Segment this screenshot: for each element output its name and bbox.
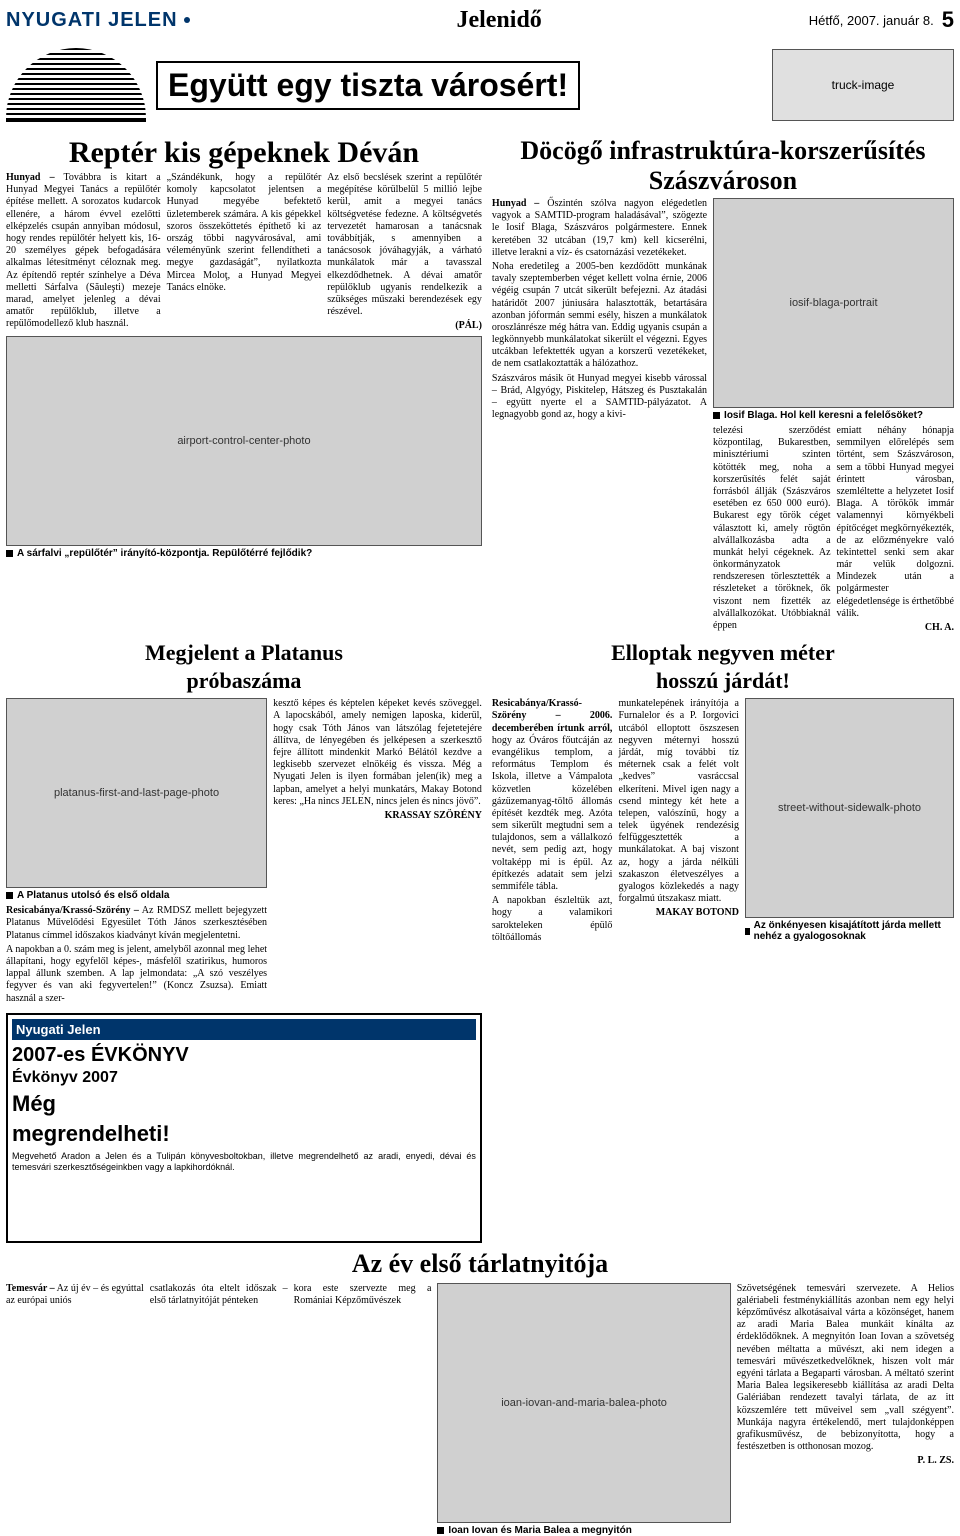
infra-col1-intro-text: Őszintén szólva nagyon elégedetlen vagyok a SAMTID-program haladásával”, szögezte le Iosif Blaga, Szászváros polgármestere. Ennek keretében 32 utcában (19,7 km) kell kicserélni, illetve lerakni a víz- és csatornázási vezetékeket. — [491, 198, 708, 258]
airport-col2-text: „Szándékunk, hogy a repülőtér komoly kapcsolatot jelentsen a Hunyad megyébe befektető üzletemberek számára. A kis gépekkel szoros összeköttetés építhető ki az ország többi nagyvárosával, ami véleményünk szerint fellendítheti a megye gazdaságát”, nyilatkozta Mircea Moloţ, a Hunyad Megyei Tanács elnöke. — [166, 172, 322, 293]
caption-marker-icon — [6, 892, 13, 899]
infra-byline: CH. A. — [924, 622, 954, 633]
infra-col3-text: emiatt néhány hónapja semmilyen előrelépés sem történt, sem Szászvároson, sem a többi Hunyad megyei érintett városban, szemléltette a helyzetet Iosif Blaga. A törökök immár valamennyi környékbeli építőcéget megkörnyékezték, de az előzményekre való tekintettel senki sem akar már velük dolgozni. Mindezek után a polgármester elégedetlensége is érthetőbbé válik. — [836, 425, 954, 619]
infra-col-1 — [492, 198, 707, 634]
infra-col1-rest: Noha eredetileg a 2005-ben kezdődött munkának tavaly szeptemberben véget kellett volna érnie, 2006 végéig csupán 7 utcát sikerült befejezni. Az átadási határidőt 2007 júniusára halasztották, betartására azonban jóformán semmi esély, hiszen a munkálatok oroszlánrésze még hátra van. Eddig ugyanis csupán a legkönnyebb munkálatokat sikerült el végezni. Egyes utcákban lefektették ugyan a korszerű vezetékeket, de nem csatlakoztatták a hálózathoz. — [491, 260, 708, 370]
exhibition-col-1 — [6, 1283, 144, 1536]
yearbook-ad-subtitle: Évkönyv 2007 — [12, 1068, 118, 1086]
infra-col1-tail: Szászváros másik öt Hunyad megyei kisebb várossal – Brád, Algyógy, Piskitelep, Hátszeg és Pusztakalán – együtt nyerte el a SAMTID-pályázatot. A legnagyobb gond az, hogy a kivi- — [491, 372, 708, 421]
caption-marker-icon — [6, 550, 13, 557]
platanus-col1-location: Resicabánya/Krassó-Szörény – — [6, 905, 139, 917]
exhibition-photo: ioan-iovan-and-maria-balea-photo — [437, 1283, 730, 1523]
yearbook-ad-cta-line2: megrendelheti! — [12, 1120, 170, 1146]
infra-photo: iosif-blaga-portrait — [713, 198, 954, 408]
infra-col1-location: Hunyad – — [491, 198, 540, 209]
platanus-col-1 — [6, 905, 267, 1005]
exhibition-caption-text: Ioan Iovan és Maria Balea a megnyitón — [448, 1524, 632, 1536]
airport-byline: (PÁL) — [455, 320, 482, 332]
stolen-col1-location: Resicabánya/Krassó-Szörény – 2006. decemberében írtunk arról, — [491, 698, 613, 734]
infra-photo-caption — [713, 410, 954, 421]
airport-article — [6, 136, 482, 634]
stolen-headline-line1: Elloptak negyven méter — [611, 640, 835, 666]
stolen-photo: street-without-sidewalk-photo — [745, 698, 954, 918]
platanus-photo-caption — [6, 890, 267, 901]
exhibition-left-columns — [6, 1283, 431, 1536]
airport-headline: Reptér kis gépeknek Déván — [68, 136, 420, 169]
platanus-col-2 — [273, 698, 482, 1007]
exhibition-col-3 — [294, 1283, 432, 1536]
airport-col1-para — [6, 172, 161, 330]
platanus-col1-rest: A napokban a 0. szám meg is jelent, amelyből azonnal meg lehet állapítani, hogy egyfelől képes-, másfelől szatirikus, humoros lappal állunk szemben. A lap jelmondata: „A szó veszélyes fegyver és van aki fegyvertelen!” (Koncz Zsuzsa). Emiatt használ a szer- — [6, 943, 268, 1004]
airport-col3-text: Az első becslések szerint a repülőtér megépítése körülbelül 5 millió lejbe kerül, amit a megyei tanács költségvetése fedezne. A költségvetés tervezetét hamarosan a tanácsnak továbbítják, s amennyiben a tanácsosok jóváhagyják, a várható munkálatok már a tavasszal elkezdődhetnek. A dévai amatőr repülőklub ugyanis rendelkezik a szükséges műszaki berendezések egy részével. — [327, 172, 482, 318]
yearbook-ad-header: Nyugati Jelen — [12, 1019, 476, 1040]
stolen-col1-intro-text: hogy az Óváros főutcáján az evangélikus templom, a református Templom és Iskola, illetve a Vámpalota közvetlen közelében gázüzemanyag-töltő állomás építését kezdték meg. Azóta sem sikerült megtudni sem a tulajdonos, sem a vállalkozó nevét, sem pedig azt, hogy voltaképp mi is épül. Az építkezés adatait sem jelzi semmiféle tábla. — [491, 734, 613, 892]
banner-slogan: Együtt egy tiszta városért! — [156, 61, 580, 110]
exhibition-byline: P. L. ZS. — [917, 1455, 954, 1467]
yearbook-ad-cta-line1: Még — [12, 1090, 56, 1116]
platanus-and-ad — [6, 640, 482, 1243]
platanus-photo-column — [6, 698, 267, 1007]
stolen-col-1 — [492, 698, 613, 946]
stolen-sidewalk-article — [492, 640, 954, 1243]
stolen-col1-intro — [492, 698, 613, 893]
airport-col1-location: Hunyad – — [6, 172, 55, 183]
yearbook-ad-title: 2007-es ÉVKÖNYV — [12, 1043, 189, 1066]
platanus-col1-intro-text: Az RMDSZ mellett bejegyzett Platanus Művelődési Egyesület Tóth János szerkesztésében Platanus címmel időszakos kiadványt kíván megjelentetni. — [6, 905, 268, 941]
page-layout — [6, 136, 954, 1536]
issue-date: Hétfő, 2007. január 8. — [808, 12, 934, 28]
banner-left — [6, 48, 580, 122]
airport-col-2 — [167, 172, 322, 332]
logo-text: NYUGATI JELEN — [6, 8, 178, 31]
infra-col-3 — [837, 425, 954, 634]
exhibition-col4-text: Szövetségének temesvári szervezete. A Helios galériabeli festménykiállítás azonban nem egy helyi képzőművész alkotásaival várta a közönséget, hanem az aradi Maria Balea munkáit kínálta az érdeklődőknek. A megnyitón Ioan Iovan a szövetség nevében méltatta a művészt, aki nem idegen a temesvári művészetkedvelőknek, hiszen volt már egyéni tárlata a Begaparti városban. A méltató szerint Maria Balea legsikeresebb kiállítása az aradi Delta Galériában rendezett tavalyi tárlata, de az itt közszemlére tett műveivel sem „vall szégyent”. Munkája nagyra értékelendő, mert tulajdonképpen grafikusművész, de bebizonyította, hogy a festészetben is otthonosan mozog. — [736, 1282, 954, 1453]
yearbook-ad-small-text: Megvehető Aradon a Jelen és a Tulipán könyvesboltokban, illetve megrendelhető az aradi, enyedi, dévai és temesvári szerkesztőségeinkben vagy a lapkihordóknál. — [12, 1150, 476, 1172]
logo-separator-icon — [184, 17, 190, 23]
exhibition-headline: Az év első tárlatnyitója — [351, 1248, 609, 1278]
banner-truck-image: truck-image — [772, 49, 954, 121]
yearbook-ad — [6, 1013, 482, 1243]
infra-headline: Döcögő infrastruktúra-korszerűsítés Szászvároson — [520, 136, 926, 195]
infra-lower-columns — [713, 425, 954, 634]
exhibition-col1-text: Az új év – és egyúttal az európai uniós — [6, 1282, 144, 1306]
banner-wave-icon — [6, 48, 146, 122]
platanus-headline-line2: próbaszáma — [186, 668, 302, 694]
infra-col-2 — [713, 425, 830, 634]
exhibition-col-2 — [150, 1283, 288, 1536]
stolen-text-columns — [492, 698, 739, 946]
stolen-col2-text: munkatelepének irányítója a Furnalelor és a P. Iorgovici utcából elloptott öszszesen negyven méternyi hosszú járdát, míg további tíz méternek csak a felét volt „kedves” vasráccsal elkeríteni. Mivel igen nagy a csend mintegy két hete a telepen, valószínű, hogy a telek ügyének rendezésig felfüggesztették a munkálatokat. A baj viszont az, hogy a járda nélküli szakaszon életveszélyes a gyalogos közlekedés a nagy forgalmú útszakasz miatt. — [618, 698, 739, 905]
exhibition-right-area — [437, 1283, 954, 1536]
stolen-headline-line2: hosszú járdát! — [656, 668, 790, 694]
infra-photo-column — [713, 198, 954, 634]
exhibition-col1-location: Temesvár – — [6, 1282, 55, 1294]
airport-col-3 — [327, 172, 482, 332]
platanus-article — [6, 640, 482, 1007]
infra-col2-text: telezési szerződést központilag, Bukarestben, minisztériumi szinten kötötték meg, noha a korszerűsítés felét saját forrásból állják (Szászváros esetében ez 650 000 euró). Bukarest egy török céget választott ki, amely rögtön alvállalkozásba adta a munkát helyi cégeknek. Az önkormányzatok rendszeresen törlesztették a részleteket a töröknek, ők viszont nem fizették az alvállalkozókat. Utóbbiaknál éppen — [713, 425, 831, 631]
masthead — [6, 4, 954, 36]
infra-top-row — [492, 198, 954, 634]
masthead-logo-area — [6, 9, 190, 32]
section-title: Jelenidő — [456, 6, 542, 33]
stolen-caption-text: Az önkényesen kisajátított járda mellett nehéz a gyalogosoknak — [753, 920, 941, 943]
exhibition-col1-intro — [6, 1283, 144, 1307]
airport-photo-caption — [6, 548, 482, 559]
caption-marker-icon — [437, 1527, 444, 1534]
page-number: 5 — [941, 7, 954, 32]
exhibition-col3-text: kora este szervezte meg a Romániai Képzőművészek — [293, 1282, 432, 1306]
platanus-caption-text: A Platanus utolsó és első oldala — [17, 890, 170, 902]
stolen-byline: MAKAY BOTOND — [655, 907, 739, 919]
stolen-col-2 — [618, 698, 739, 946]
stolen-photo-caption — [745, 920, 954, 942]
exhibition-article — [6, 1249, 954, 1536]
exhibition-col2-text: csatlakozás óta eltelt időszak – első tárlatnyitóját pénteken — [149, 1282, 288, 1306]
infra-col1-intro — [492, 198, 707, 259]
stolen-photo-column — [745, 698, 954, 946]
airport-text-columns — [6, 172, 482, 332]
exhibition-photo-column — [437, 1283, 730, 1536]
masthead-date-page — [809, 7, 954, 33]
caption-marker-icon — [713, 412, 720, 419]
exhibition-col-4 — [737, 1283, 954, 1536]
airport-col1-text: Továbbra is kitart a Hunyad Megyei Tanács a repülőtér építése mellett. A sorozatos kudarcok ellenére, a három évvel ezelőtti elképzelés csupán annyiban módosul, hogy rendes repülőtér helyett kis, 16-20 személyes gépek befogadására alkalmas létesítményt céloznak meg. Az építendő reptér színhelye a Déva melletti Sárfalva (Săuleşti) mezeje marad, amelyet jelenleg a dévai amatőr repülőklub, illetve a repülőmodellező klub használ. — [6, 172, 161, 330]
airport-caption-text: A sárfalvi „repülőtér” irányító-központja. Repülőtérré fejlődik? — [17, 548, 313, 560]
platanus-headline-line1: Megjelent a Platanus — [144, 640, 343, 666]
airport-col-1 — [6, 172, 161, 332]
infra-article — [492, 136, 954, 634]
platanus-col1-intro — [6, 905, 267, 942]
cleanup-banner — [6, 40, 954, 130]
platanus-col2-text: kesztő képes és képtelen képeket kevés szöveggel. A lapocskából, amely nemigen laposka, kiderül, hogy csak Tóth János van látszólag fejetetejére állítva, de lényegében és jelképesen a szerkesztő fejre állított mindenkit Markó Bélától kezdve a legkisebb szervezet elnökéig és vissza. Még a Nyugati Jelen is ilyen formában jelen(ik) meg a lapban, amelyet a helyi munkatárs, Makay Botond keres: „Ha nincs JELEN, nincs jelen és nincs jövő”. — [273, 698, 482, 807]
airport-photo: airport-control-center-photo — [6, 336, 482, 546]
stolen-main-row — [492, 698, 954, 946]
platanus-photo: platanus-first-and-last-page-photo — [6, 698, 267, 888]
platanus-main-row — [6, 698, 482, 1007]
caption-marker-icon — [745, 928, 750, 935]
stolen-col1-rest: A napokban észleltük azt, hogy a valamikori sarokteleken épülő töltőállomás — [491, 895, 613, 943]
exhibition-main-row — [6, 1283, 954, 1536]
platanus-byline: KRASSAY SZÖRÉNY — [384, 809, 482, 821]
infra-caption-text: Iosif Blaga. Hol kell keresni a felelősöket? — [724, 410, 924, 421]
exhibition-photo-caption — [437, 1525, 730, 1536]
